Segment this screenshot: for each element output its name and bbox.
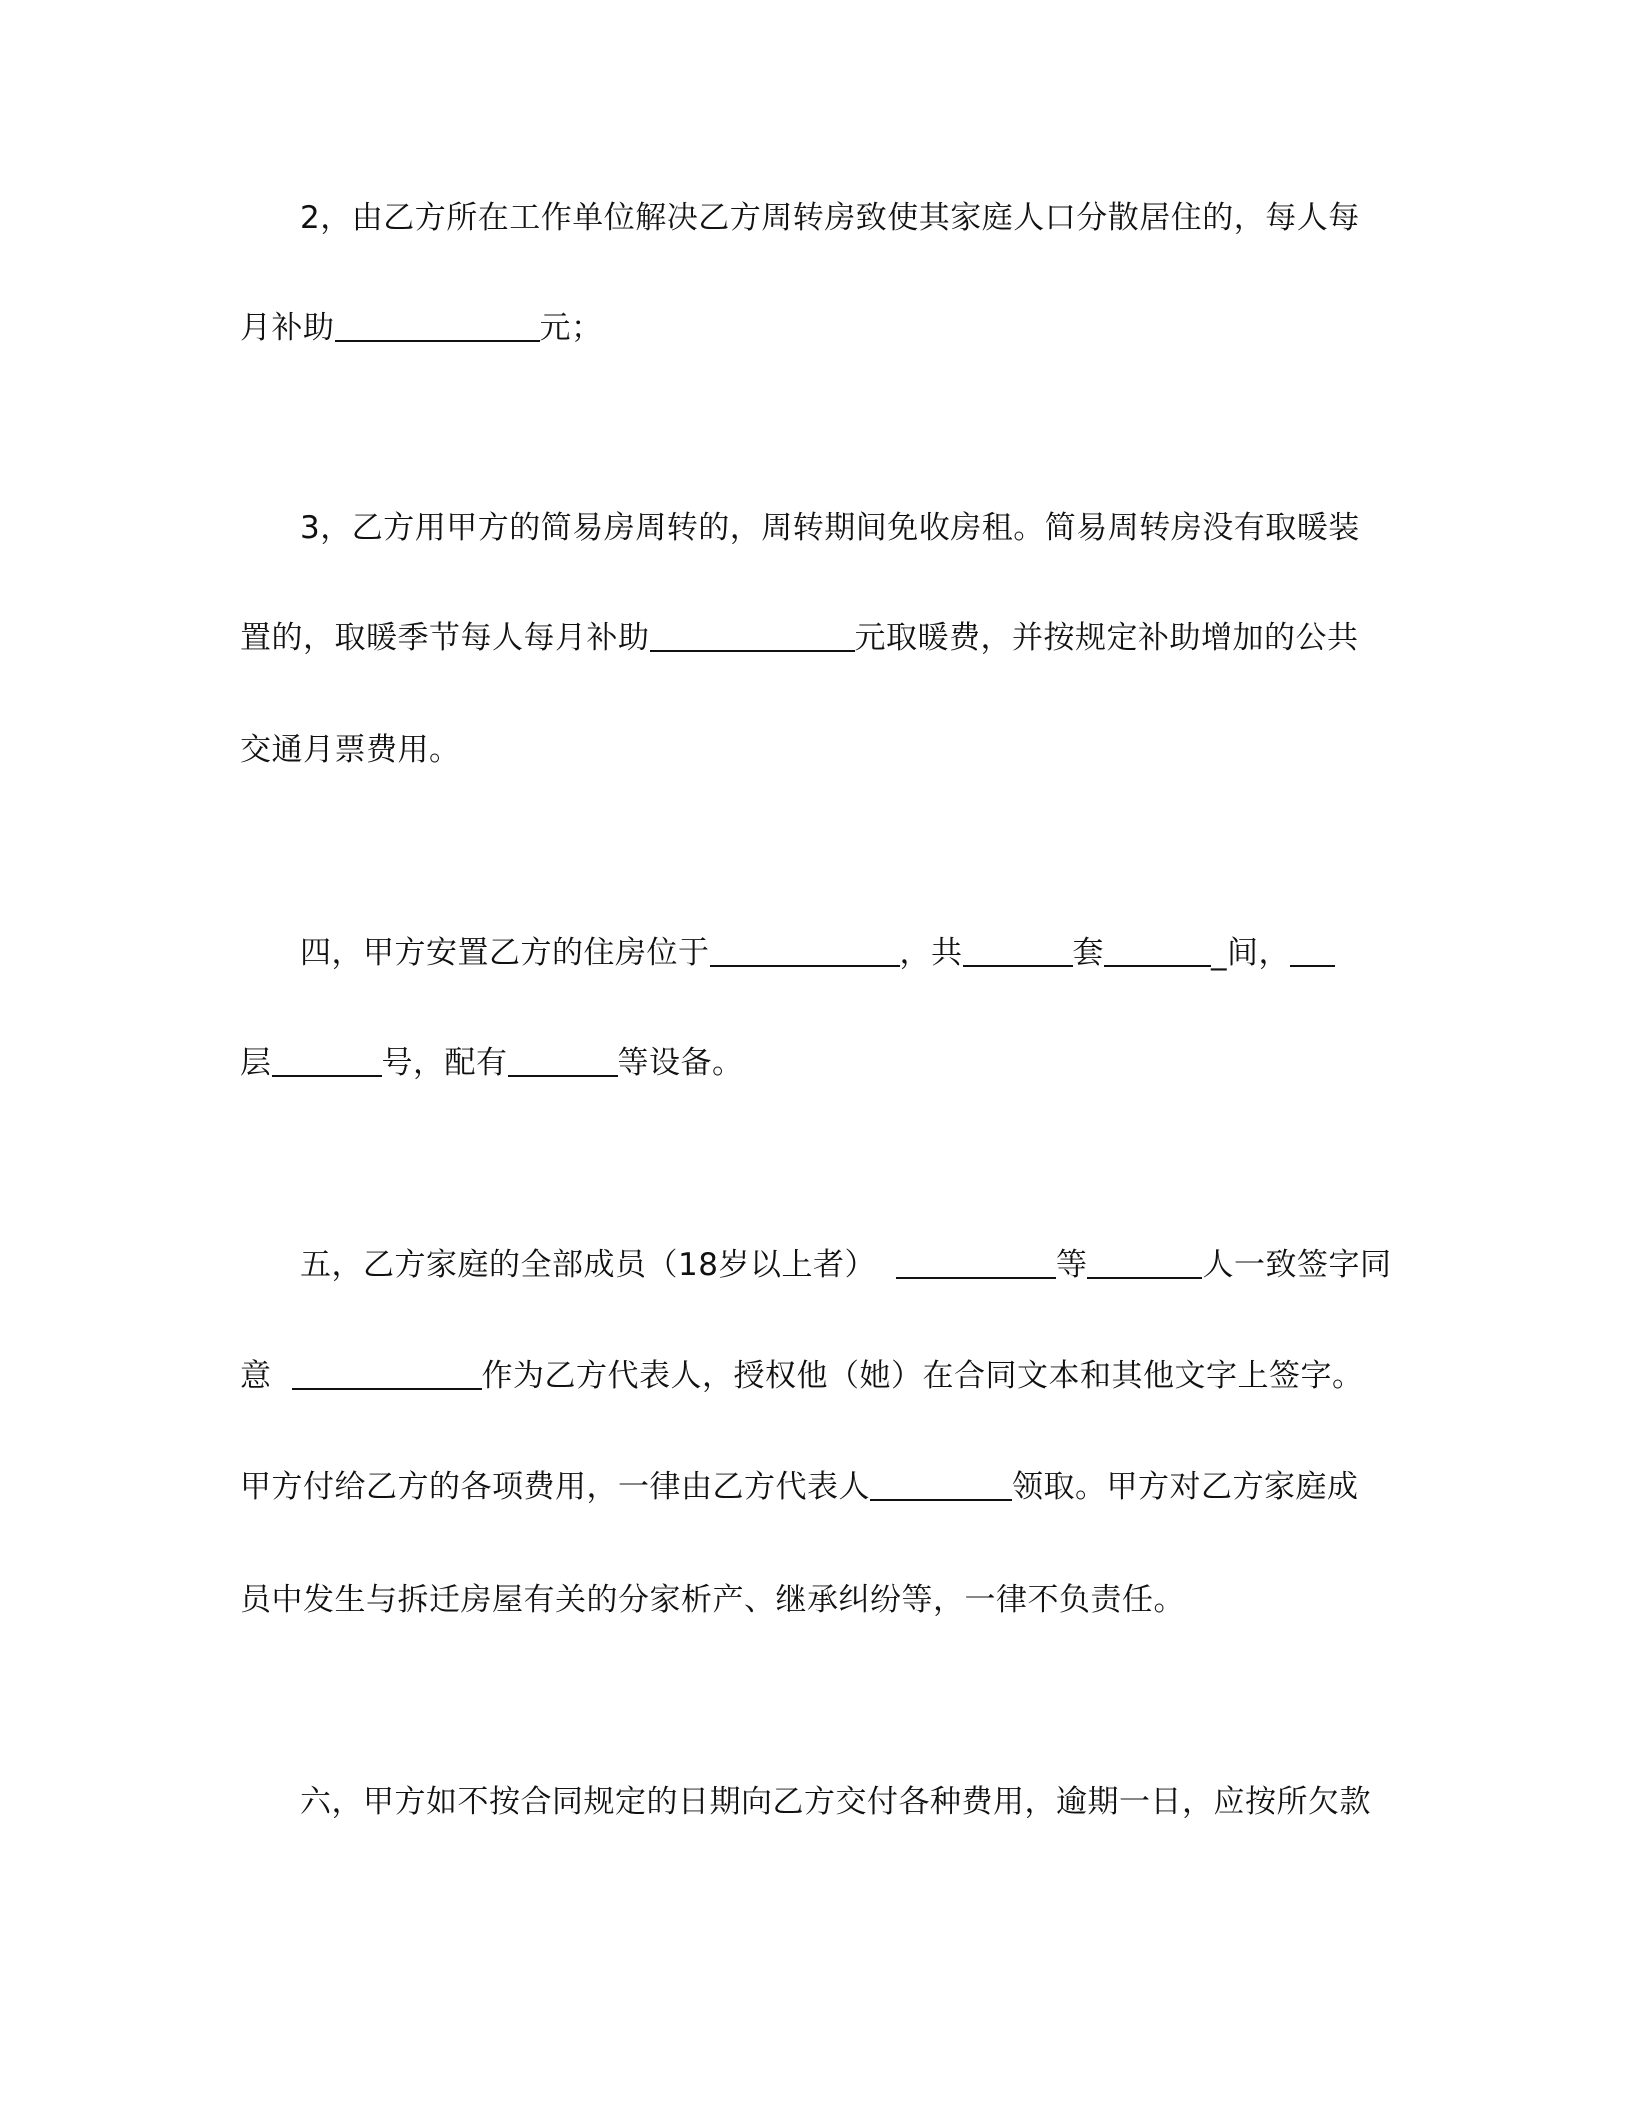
line-text: 3，乙方用甲方的简易房周转的，周转期间免收房租。简易周转房没有取暖装 xyxy=(300,510,1360,546)
line-text: ，共 xyxy=(899,935,963,971)
fill-in-blank[interactable] xyxy=(508,1045,618,1077)
line-text: 2，由乙方所在工作单位解决乙方周转房致使其家庭人口分散居住的，每人每 xyxy=(300,200,1360,236)
fill-in-blank[interactable] xyxy=(335,310,540,342)
paragraph-line xyxy=(300,198,1360,238)
line-text: 领取。甲方对乙方家庭成 xyxy=(1012,1469,1359,1505)
paragraph-line xyxy=(240,308,603,348)
line-text: _间， xyxy=(1211,935,1290,971)
paragraph-line xyxy=(240,1580,1185,1620)
fill-in-blank[interactable] xyxy=(896,1247,1056,1279)
line-text: 等 xyxy=(1055,1247,1088,1283)
fill-in-blank[interactable] xyxy=(1104,935,1211,967)
paragraph-line xyxy=(240,1467,1359,1507)
line-text: 交通月票费用。 xyxy=(240,732,461,768)
line-text: 套 xyxy=(1072,935,1104,971)
line-text: 四，甲方安置乙方的住房位于 xyxy=(300,935,710,971)
fill-in-blank[interactable] xyxy=(963,935,1073,967)
paragraph-line xyxy=(300,1782,1371,1822)
paragraph-line xyxy=(240,1356,1364,1396)
fill-in-blank[interactable] xyxy=(272,1045,382,1077)
fill-in-blank[interactable] xyxy=(292,1358,482,1390)
line-text: 等设备。 xyxy=(617,1045,744,1081)
fill-in-blank[interactable] xyxy=(870,1469,1012,1501)
paragraph-line xyxy=(240,1043,744,1083)
paragraph-line xyxy=(240,618,1359,658)
line-text: 号，配有 xyxy=(381,1045,508,1081)
line-text: 意 xyxy=(240,1358,272,1394)
paragraph-line xyxy=(300,508,1360,548)
paragraph-line xyxy=(300,933,1335,973)
fill-in-blank[interactable] xyxy=(650,620,855,652)
line-text: 元取暖费，并按规定补助增加的公共 xyxy=(854,620,1359,656)
line-text: 甲方付给乙方的各项费用，一律由乙方代表人 xyxy=(240,1469,870,1505)
paragraph-line xyxy=(300,1245,1391,1285)
line-text: 置的，取暖季节每人每月补助 xyxy=(240,620,650,656)
line-text: 五，乙方家庭的全部成员（18岁以上者） xyxy=(300,1247,876,1283)
fill-in-blank[interactable] xyxy=(1290,935,1335,967)
line-text: 人一致签字同 xyxy=(1202,1247,1392,1283)
line-text: 月补助 xyxy=(240,310,335,346)
line-text: 元； xyxy=(539,310,603,346)
line-text: 员中发生与拆迁房屋有关的分家析产、继承纠纷等，一律不负责任。 xyxy=(240,1582,1185,1618)
fill-in-blank[interactable] xyxy=(1087,1247,1202,1279)
line-text: 六，甲方如不按合同规定的日期向乙方交付各种费用，逾期一日，应按所欠款 xyxy=(300,1784,1371,1820)
paragraph-line xyxy=(240,730,461,770)
line-text: 作为乙方代表人，授权他（她）在合同文本和其他文字上签字。 xyxy=(481,1358,1364,1394)
fill-in-blank[interactable] xyxy=(710,935,900,967)
line-text: 层 xyxy=(240,1045,272,1081)
